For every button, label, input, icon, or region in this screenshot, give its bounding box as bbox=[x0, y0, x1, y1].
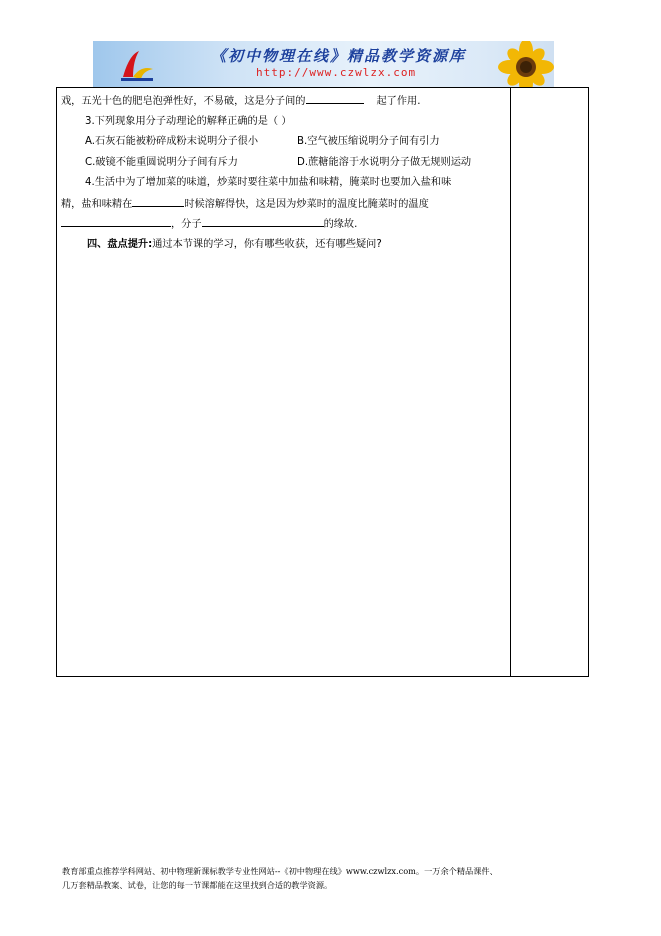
q3-options-row-1 bbox=[61, 132, 507, 153]
page-footer bbox=[62, 864, 602, 892]
q4-line2-pre: 精，盐和味精在 bbox=[61, 198, 133, 210]
blank-4[interactable] bbox=[202, 214, 324, 227]
section4-heading: 四、盘点提升: bbox=[87, 238, 153, 250]
blank-3[interactable] bbox=[61, 214, 171, 227]
q3-stem: 3.下列现象用分子动理论的解释正确的是（ ） bbox=[85, 115, 292, 127]
q4-line2-post: 时候溶解得快，这是因为炒菜时的温度比腌菜时的温度 bbox=[184, 198, 429, 210]
q4-line-2 bbox=[61, 194, 507, 215]
footer-line-1: 教育部重点推荐学科网站、初中物理新课标教学专业性网站--《初中物理在线》www.czwlzx.com。一万余个精品课件、 bbox=[62, 866, 498, 876]
blank-2[interactable] bbox=[132, 194, 184, 207]
worksheet-content bbox=[61, 91, 507, 255]
section-4 bbox=[61, 235, 507, 256]
site-banner bbox=[93, 41, 554, 87]
q4-line3-mid: ，分子 bbox=[171, 219, 202, 230]
footer-line-2: 几万套精品教案、试卷，让您的每一节课都能在这里找到合适的教学资源。 bbox=[62, 880, 333, 890]
line1-pre: 戏，五光十色的肥皂泡弹性好，不易破，这是分子间的 bbox=[61, 96, 306, 107]
q3-option-b: B.空气被压缩说明分子间有引力 bbox=[297, 136, 440, 147]
blank-1[interactable] bbox=[306, 91, 364, 104]
q3-option-d: D.蔗糖能溶于水说明分子做无规则运动 bbox=[297, 156, 472, 168]
line-1 bbox=[61, 91, 507, 112]
q4-line3-post: 的缘故. bbox=[323, 219, 358, 230]
q4-line-3 bbox=[61, 214, 507, 235]
section4-text: 通过本节课的学习，你有哪些收获，还有哪些疑问? bbox=[152, 238, 382, 250]
worksheet-table bbox=[56, 87, 589, 677]
banner-url[interactable]: http://www.czwlzx.com bbox=[256, 66, 417, 79]
q3-options-row-2 bbox=[61, 153, 507, 174]
banner-title: 《初中物理在线》精品教学资源库 bbox=[211, 47, 467, 65]
sunflower-icon bbox=[491, 41, 554, 87]
czwlzx-logo-icon bbox=[119, 47, 155, 83]
column-divider bbox=[510, 88, 511, 676]
q4-line-1: 4.生活中为了增加菜的味道，炒菜时要往菜中加盐和味精，腌菜时也要加入盐和味 bbox=[85, 177, 452, 188]
line1-post: 起了作用. bbox=[376, 96, 421, 107]
q3-option-a: A.石灰石能被粉碎成粉末说明分子很小 bbox=[85, 136, 259, 147]
q3-option-c: C.破镜不能重圆说明分子间有斥力 bbox=[85, 156, 238, 168]
